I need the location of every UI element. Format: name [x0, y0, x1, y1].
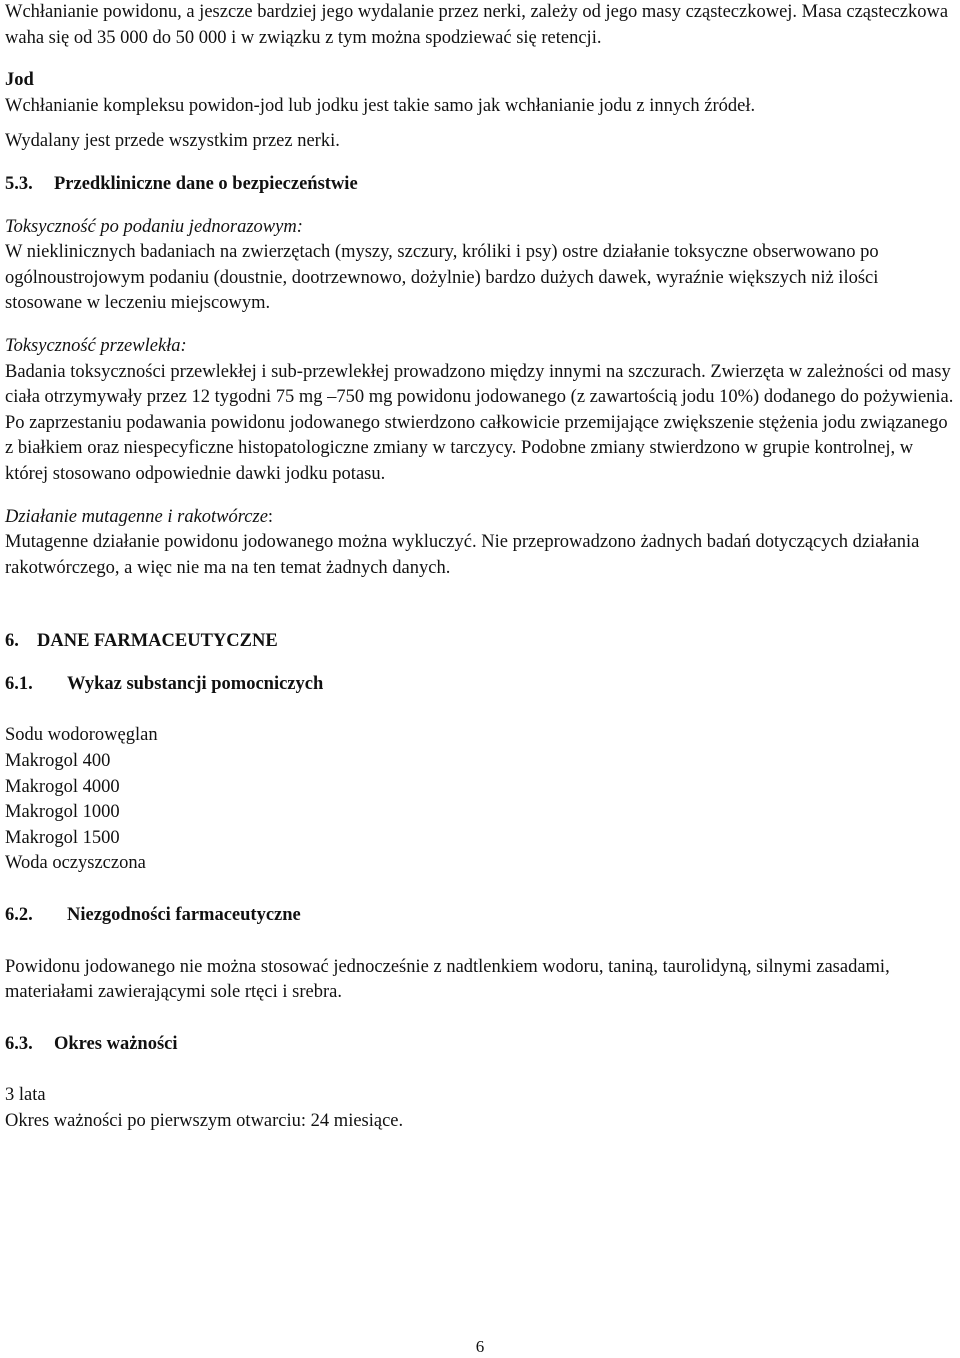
- list-item: Makrogol 1500: [5, 827, 120, 848]
- chronic-toxicity-label: Toksyczność przewlekła:: [5, 335, 187, 356]
- jod-excretion-text: Wydalany jest przede wszystkim przez nerki.: [5, 131, 340, 152]
- shelf-life-text: 3 lata: [5, 1085, 46, 1106]
- section-6-2-title: Niezgodności farmaceutyczne: [67, 905, 301, 926]
- section-5-3-title: Przedkliniczne dane o bezpieczeństwie: [54, 173, 358, 194]
- list-item: Makrogol 4000: [5, 776, 120, 797]
- mutagenic-text: Mutagenne działanie powidonu jodowanego można wykluczyć. Nie przeprowadzono żadnych badań dotyczących działania rakotwórczego, a więc nie ma na ten temat żadnych danych.: [5, 532, 920, 578]
- section-6-1-number: 6.1.: [5, 673, 33, 694]
- mutagenic-label-colon: :: [267, 506, 274, 527]
- shelf-life-after-opening-text: Okres ważności po pierwszym otwarciu: 24 miesiące.: [5, 1111, 404, 1131]
- mutagenic-label-line: [5, 505, 957, 531]
- acute-toxicity-label: Toksyczność po podaniu jednorazowym:: [5, 216, 303, 237]
- section-6-number: 6.: [5, 631, 19, 652]
- section-6-2-number: 6.2.: [5, 905, 33, 926]
- intro-paragraph: Wchłanianie powidonu, a jeszcze bardziej jego wydalanie przez nerki, zależy od jego masy cząsteczkowej. Masa cząsteczkowa waha się od 35 000 do 50 000 i w związku z tym można spodziewać się retencji.: [5, 2, 949, 48]
- excipients-list: [5, 723, 957, 877]
- section-6-3-heading: [5, 1032, 957, 1058]
- section-6-3-title: Okres ważności: [54, 1033, 178, 1054]
- section-5-3-heading: [5, 172, 957, 198]
- incompatibilities-text: Powidonu jodowanego nie można stosować jednocześnie z nadtlenkiem wodoru, taniną, taurolidyną, silnymi zasadami, materiałami zawierającymi sole rtęci i srebra.: [5, 956, 890, 1003]
- acute-toxicity-text: W nieklinicznych badaniach na zwierzętach (myszy, szczury, króliki i psy) ostre działanie toksyczne obserwowano po ogólnoustrojowym podaniu (doustnie, dootrzewnowo, dożylnie) bardzo dużych dawek, wyraźnie większych niż ilości stosowane w leczeniu miejscowym.: [5, 242, 879, 314]
- list-item: Sodu wodorowęglan: [5, 725, 158, 746]
- section-6-1-title: Wykaz substancji pomocniczych: [67, 673, 324, 694]
- chronic-toxicity-text: Badania toksyczności przewlekłej i sub-przewlekłej prowadzono między innymi na szczurach. Zwierzęta w zależności od masy ciała otrzymywały przez 12 tygodni 75 mg –750 mg powidonu jodowanego (z zawartością jodu 10%) dodanego do pożywienia. Po zaprzestaniu podawania powidonu jodowanego stwierdzono całkowicie przemijające zwiększenie stężenia jodu związanego z białkiem oraz niespecyficzne histopatologiczne zmiany w tarczycy. Podobne zmiany stwierdzono w grupie kontrolnej, w której stosowano odpowiednie dawki jodku potasu.: [5, 361, 954, 484]
- list-item: Makrogol 400: [5, 751, 111, 772]
- jod-heading: Jod: [5, 70, 34, 91]
- page-number: 6: [475, 1337, 485, 1356]
- section-6-3-number: 6.3.: [5, 1033, 33, 1054]
- mutagenic-label: Działanie mutagenne i rakotwórcze: [5, 506, 268, 527]
- list-item: Makrogol 1000: [5, 802, 120, 823]
- list-item: Woda oczyszczona: [5, 853, 146, 874]
- section-6-2-heading: [5, 903, 957, 929]
- section-6-heading: [5, 629, 957, 655]
- section-6-1-heading: [5, 672, 957, 698]
- section-6-title: DANE FARMACEUTYCZNE: [37, 631, 278, 652]
- section-5-3-number: 5.3.: [5, 173, 33, 194]
- jod-absorption-text: Wchłanianie kompleksu powidon-jod lub jodku jest takie samo jak wchłanianie jodu z innych źródeł.: [5, 95, 756, 116]
- document-page: [5, 0, 957, 1135]
